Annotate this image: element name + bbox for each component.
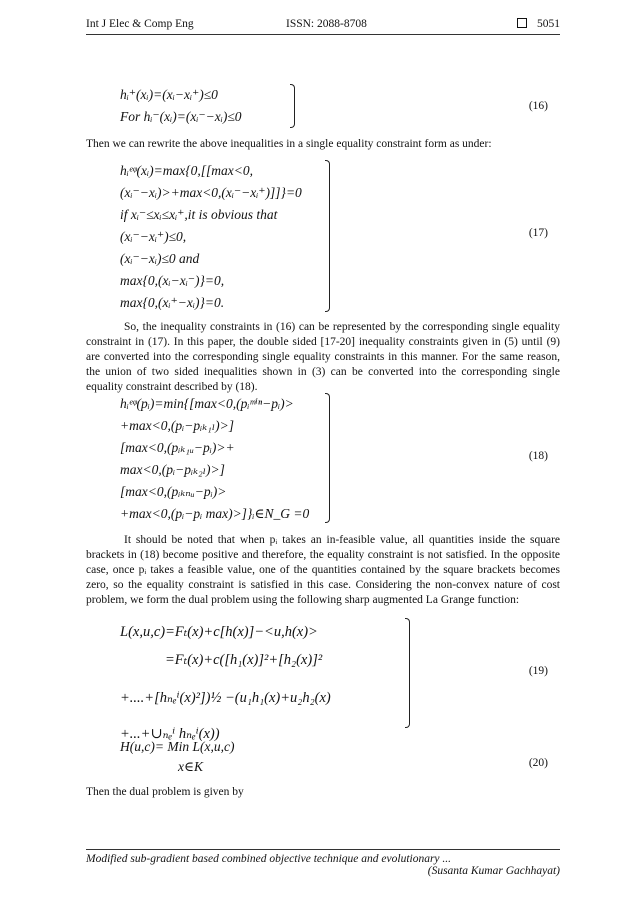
equation-line: hᵢᵉᵠ(xᵢ)=max{0,[[max<0, [120,163,254,178]
equation-line: +....+[hₙₑⁱ(x)²])½ −(u₁h₁(x)+u₂h₂(x) [120,690,331,706]
equation-line: [max<0,(pᵢₖₙᵤ−pᵢ)> [120,484,227,499]
paragraph: So, the inequality constraints in (16) can be represented by the corresponding single equality constraint in (17). In this paper, the double sided [17-20] inequality constraints given in (5) until (9) are converted into the corresponding single equality constraints in this manner. For the same reason, the union of two sided inequalities shown in (3) can be converted into the corresponding single equality constraint described by (18). [86,321,560,393]
equation-number: (19) [528,665,548,677]
page-number: 5051 [537,18,560,30]
page-number-group [517,18,560,30]
running-footer [86,849,560,877]
paragraph: Then the dual problem is given by [86,786,244,798]
equation-subscript-line: x∈K [178,759,203,774]
equation-number: (17) [528,227,548,239]
equation-17 [120,160,302,314]
equation-line: (xᵢ⁻−xᵢ⁺)≤0, [120,229,187,244]
footer-author: (Susanta Kumar Gachhayat) [427,865,560,877]
equation-line: +max<0,(pᵢ−pᵢₖ₁ₗ)>] [120,418,234,433]
right-brace [405,618,410,728]
equation-line: [max<0,(pᵢₖ₁ᵤ−pᵢ)>+ [120,440,235,455]
footer-title: Modified sub-gradient based combined objective technique and evolutionary ... [86,853,452,865]
equation-line: =Fₜ(x)+c([h₁(x)]²+[h₂(x)]² [165,652,323,668]
equation-line: For hᵢ⁻(xᵢ)=(xᵢ⁻−xᵢ)≤0 [120,109,242,124]
equation-line: +max<0,(pᵢ−pᵢ max)>]}ᵢ∈N_G =0 [120,506,310,521]
equation-line: (xᵢ⁻−xᵢ)≤0 and [120,251,200,266]
equation-line: (xᵢ⁻−xᵢ)>+max<0,(xᵢ⁻−xᵢ⁺)]]}=0 [120,185,302,200]
equation-line: max<0,(pᵢ−pᵢₖ₂ₗ)>] [120,462,225,477]
equation-number: (20) [528,757,548,769]
equation-20 [120,737,234,777]
equation-line: max{0,(xᵢ−xᵢ⁻)}=0, [120,273,225,288]
equation-line: L(x,u,c)=Fₜ(x)+c[h(x)]−<u,h(x)> [120,624,318,640]
right-brace [325,160,330,312]
equation-line: H(u,c)= Min L(x,u,c) [120,739,235,754]
paragraph: It should be noted that when pᵢ takes an in-feasible value, all quantities inside the square brackets in (18) become positive and therefore, the equality constraint is not satisfied. In the opposite case, once pᵢ takes a feasible value, one of the quantities contained by the square brackets becomes zero, so the equality constraint is satisfied in this case. Considering the non-convex nature of cost problem, we form the dual problem using the following sharp augmented La Grange function: [86,534,560,606]
running-header [86,18,560,35]
journal-name: Int J Elec & Comp Eng [86,18,194,30]
equation-19 [120,618,331,748]
equation-16 [120,84,242,128]
right-brace [325,393,330,523]
equation-line: hᵢᵉᵠ(pᵢ)=min{[max<0,(pᵢᵐⁱⁿ−pᵢ)> [120,396,294,411]
equation-line: max{0,(xᵢ⁺−xᵢ)}=0. [120,295,225,310]
equation-number: (16) [528,100,548,112]
checkbox-icon [517,18,527,28]
equation-number: (18) [528,450,548,462]
right-brace [290,84,295,128]
paragraph: Then we can rewrite the above inequalities in a single equality constraint form as under: [86,138,492,150]
equation-line: hᵢ⁺(xᵢ)=(xᵢ−xᵢ⁺)≤0 [120,87,218,102]
equation-line: +...+∪ₙₑⁱ hₙₑⁱ(x)) [120,726,220,742]
equation-18 [120,393,309,525]
issn: ISSN: 2088-8708 [286,18,367,30]
equation-line: if xᵢ⁻≤xᵢ≤xᵢ⁺,it is obvious that [120,207,278,222]
